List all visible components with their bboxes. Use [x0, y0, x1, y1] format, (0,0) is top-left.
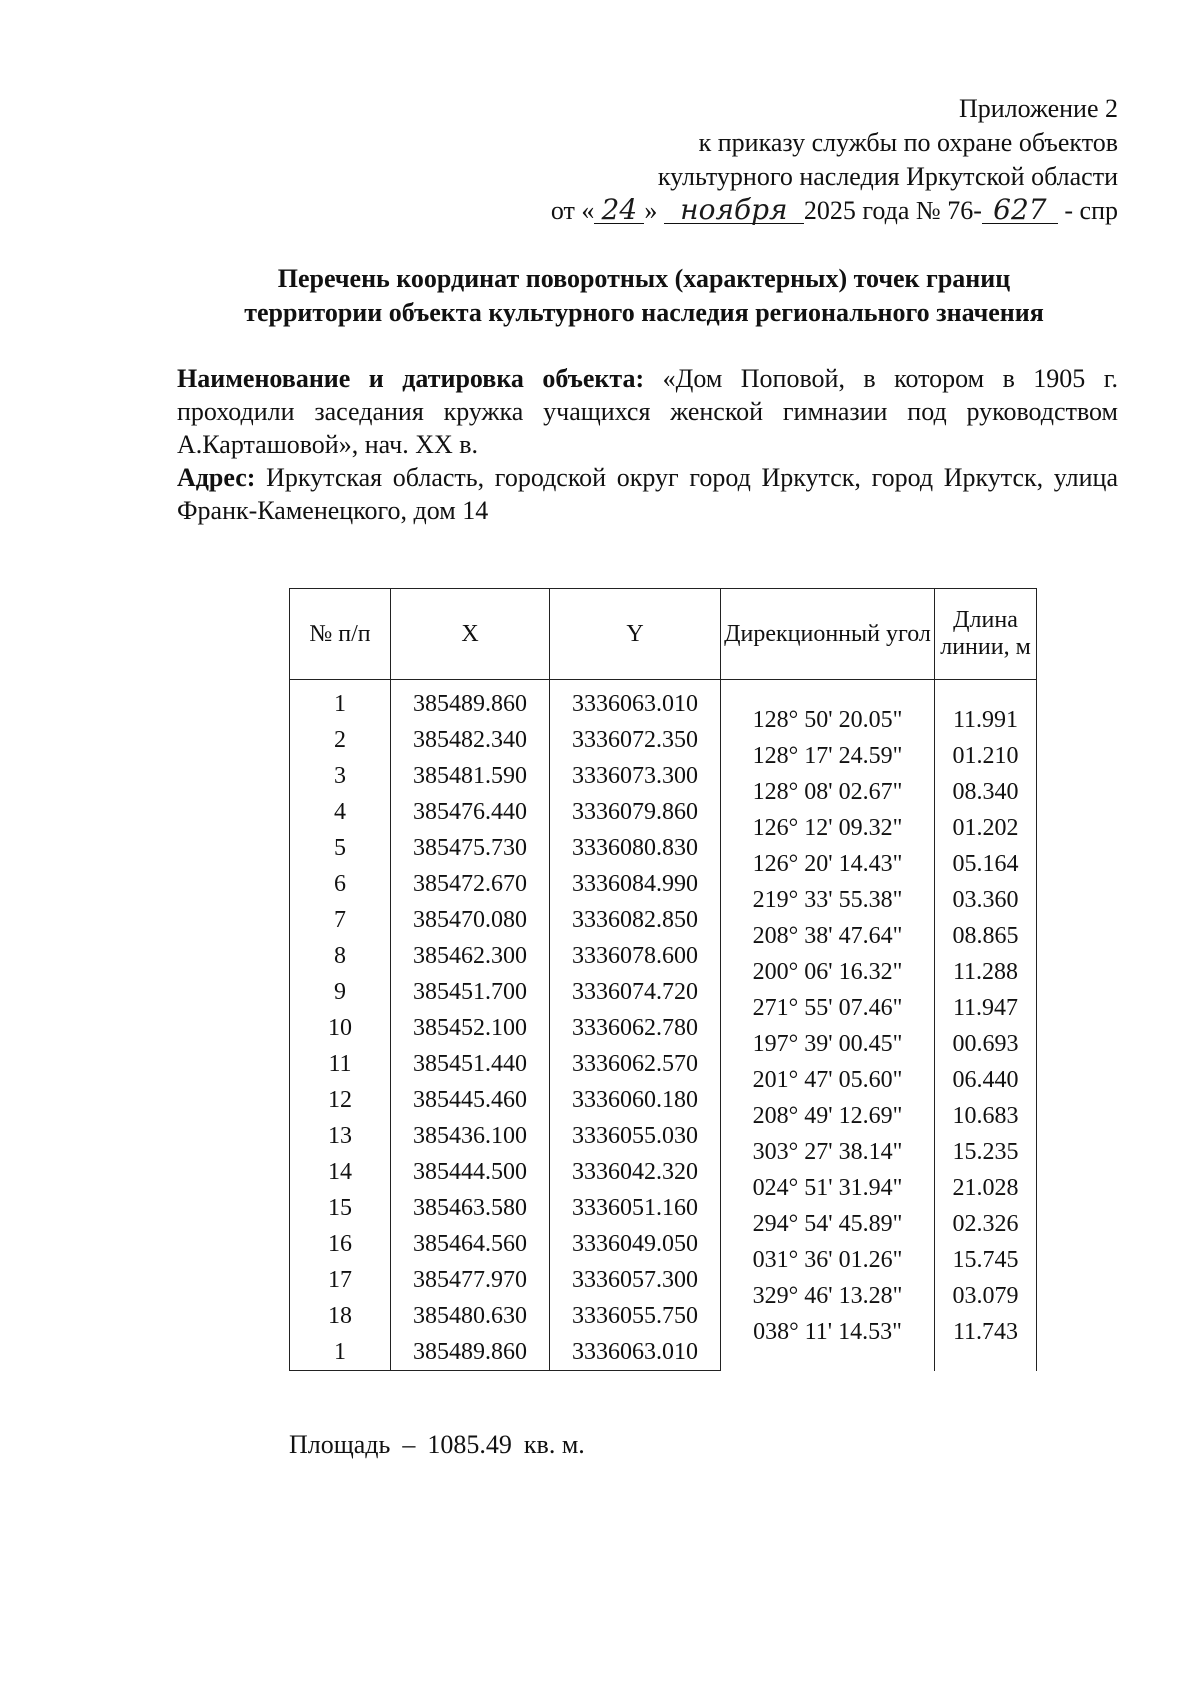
direction-angle: 126° 20' 14.43" [752, 851, 903, 877]
line-length: 10.683 [952, 1103, 1019, 1129]
direction-angle: 201° 47' 05.60" [752, 1067, 903, 1093]
line-length: 03.360 [952, 887, 1019, 913]
coord-y: 3336078.600 [550, 938, 721, 974]
coord-y: 3336049.050 [550, 1226, 721, 1262]
direction-angle: 197° 39' 00.45" [752, 1031, 903, 1057]
point-number: 1 [290, 1334, 391, 1371]
point-number: 7 [290, 902, 391, 938]
coord-y: 3336055.750 [550, 1298, 721, 1334]
handwritten-day: 24 [594, 197, 644, 224]
object-address-paragraph [177, 461, 1118, 527]
line-length: 11.991 [952, 707, 1019, 733]
coord-y: 3336073.300 [550, 758, 721, 794]
document-title-line-2: территории объекта культурного наследия регионального значения [244, 298, 1044, 327]
point-number: 2 [290, 722, 391, 758]
direction-angle: 208° 49' 12.69" [752, 1103, 903, 1129]
appendix-header [551, 92, 1118, 228]
date-prefix: от « [550, 196, 595, 225]
coord-x: 385451.700 [391, 974, 550, 1010]
coord-y: 3336082.850 [550, 902, 721, 938]
direction-angle: 128° 08' 02.67" [752, 779, 903, 805]
coord-y: 3336074.720 [550, 974, 721, 1010]
coordinates-table [289, 588, 1037, 1371]
point-number: 1 [290, 680, 391, 723]
coord-y: 3336063.010 [550, 680, 721, 723]
year-and-number-label: 2025 года № 76- [803, 196, 982, 225]
point-number: 13 [290, 1118, 391, 1154]
area-dash: – [402, 1430, 416, 1459]
point-number: 3 [290, 758, 391, 794]
date-quote-close: » [644, 196, 658, 225]
coord-y: 3336062.780 [550, 1010, 721, 1046]
line-length: 05.164 [952, 851, 1019, 877]
coord-y: 3336060.180 [550, 1082, 721, 1118]
coord-x: 385462.300 [391, 938, 550, 974]
coord-y: 3336062.570 [550, 1046, 721, 1082]
line-length: 15.745 [952, 1247, 1019, 1273]
coord-x: 385436.100 [391, 1118, 550, 1154]
direction-angle: 200° 06' 16.32" [752, 959, 903, 985]
object-name-paragraph [177, 362, 1118, 461]
area-value: 1085.49 [427, 1430, 512, 1459]
area-label: Площадь [289, 1430, 391, 1459]
line-length: 11.288 [952, 959, 1019, 985]
point-number: 16 [290, 1226, 391, 1262]
point-number: 17 [290, 1262, 391, 1298]
object-description [177, 362, 1118, 527]
line-length: 15.235 [952, 1139, 1019, 1165]
coord-y: 3336042.320 [550, 1154, 721, 1190]
coord-x: 385472.670 [391, 866, 550, 902]
line-length-column [935, 680, 1037, 1371]
handwritten-month: ноября [664, 197, 804, 224]
point-number: 9 [290, 974, 391, 1010]
line-length: 11.743 [952, 1319, 1019, 1345]
document-title-line-1: Перечень координат поворотных (характерных) точек границ [277, 264, 1011, 293]
area-line [289, 1428, 585, 1462]
line-length: 21.028 [952, 1175, 1019, 1201]
coord-x: 385489.860 [391, 1334, 550, 1371]
coord-x: 385451.440 [391, 1046, 550, 1082]
direction-angle: 329° 46' 13.28" [752, 1283, 903, 1309]
point-number: 18 [290, 1298, 391, 1334]
order-number-suffix: - спр [1064, 196, 1118, 225]
direction-angle: 126° 12' 09.32" [752, 815, 903, 841]
handwritten-order-number: 627 [982, 197, 1058, 224]
header-y: Y [550, 589, 721, 680]
line-length: 02.326 [952, 1211, 1019, 1237]
direction-angle: 271° 55' 07.46" [752, 995, 903, 1021]
coord-x: 385477.970 [391, 1262, 550, 1298]
coord-y: 3336084.990 [550, 866, 721, 902]
point-number: 5 [290, 830, 391, 866]
header-line-length: Длина линии, м [935, 589, 1037, 680]
header-x: X [391, 589, 550, 680]
direction-angle: 208° 38' 47.64" [752, 923, 903, 949]
direction-angle: 038° 11' 14.53" [753, 1319, 902, 1345]
point-number: 15 [290, 1190, 391, 1226]
line-length: 11.947 [952, 995, 1019, 1021]
direction-angle-column [721, 680, 935, 1371]
header-direction-angle: Дирекционный угол [721, 589, 935, 680]
coord-x: 385476.440 [391, 794, 550, 830]
line-length: 08.340 [952, 779, 1019, 805]
object-name-label: Наименование и датировка объекта: [177, 364, 645, 393]
coord-y: 3336079.860 [550, 794, 721, 830]
point-number: 4 [290, 794, 391, 830]
direction-angle: 294° 54' 45.89" [752, 1211, 903, 1237]
point-number: 14 [290, 1154, 391, 1190]
point-number: 11 [290, 1046, 391, 1082]
direction-angle: 024° 51' 31.94" [752, 1175, 903, 1201]
header-number: № п/п [290, 589, 391, 680]
table-row [290, 680, 1037, 723]
line-length: 08.865 [952, 923, 1019, 949]
order-date-line [551, 194, 1118, 228]
coord-x: 385480.630 [391, 1298, 550, 1334]
document-title [170, 262, 1118, 330]
direction-angle: 128° 17' 24.59" [752, 743, 903, 769]
coord-y: 3336063.010 [550, 1334, 721, 1371]
coord-y: 3336057.300 [550, 1262, 721, 1298]
line-length: 01.210 [952, 743, 1019, 769]
line-length: 06.440 [952, 1067, 1019, 1093]
line-length: 01.202 [952, 815, 1019, 841]
object-address-value: Иркутская область, городской округ город Иркутск, город Иркутск, улица Франк-Каменецкого, дом 14 [177, 463, 1119, 525]
object-address-label: Адрес: [177, 463, 256, 492]
direction-angle: 031° 36' 01.26" [752, 1247, 903, 1273]
coord-x: 385470.080 [391, 902, 550, 938]
coord-x: 385464.560 [391, 1226, 550, 1262]
coord-y: 3336080.830 [550, 830, 721, 866]
coord-x: 385489.860 [391, 680, 550, 723]
point-number: 12 [290, 1082, 391, 1118]
coord-y: 3336072.350 [550, 722, 721, 758]
point-number: 6 [290, 866, 391, 902]
coordinates-table-body [290, 680, 1037, 1371]
direction-angle: 219° 33' 55.38" [752, 887, 903, 913]
appendix-title: Приложение 2 [958, 94, 1118, 123]
coord-x: 385445.460 [391, 1082, 550, 1118]
direction-angle: 303° 27' 38.14" [752, 1139, 903, 1165]
coord-x: 385444.500 [391, 1154, 550, 1190]
table-header-row [290, 589, 1037, 680]
object-name-value: «Дом Поповой, в котором в 1905 г. проходили заседания кружка учащихся женской гимназии под руководством А.Карташовой», нач. XX в. [177, 364, 1118, 459]
point-number: 10 [290, 1010, 391, 1046]
coord-y: 3336051.160 [550, 1190, 721, 1226]
coord-x: 385463.580 [391, 1190, 550, 1226]
appendix-order-line: к приказу службы по охране объектов [698, 128, 1118, 157]
appendix-agency-line: культурного наследия Иркутской области [657, 162, 1118, 191]
coord-y: 3336055.030 [550, 1118, 721, 1154]
point-number: 8 [290, 938, 391, 974]
coord-x: 385452.100 [391, 1010, 550, 1046]
area-unit: кв. м. [523, 1430, 585, 1459]
coord-x: 385475.730 [391, 830, 550, 866]
coord-x: 385481.590 [391, 758, 550, 794]
line-length: 00.693 [952, 1031, 1019, 1057]
coord-x: 385482.340 [391, 722, 550, 758]
direction-angle: 128° 50' 20.05" [752, 707, 903, 733]
line-length: 03.079 [952, 1283, 1019, 1309]
